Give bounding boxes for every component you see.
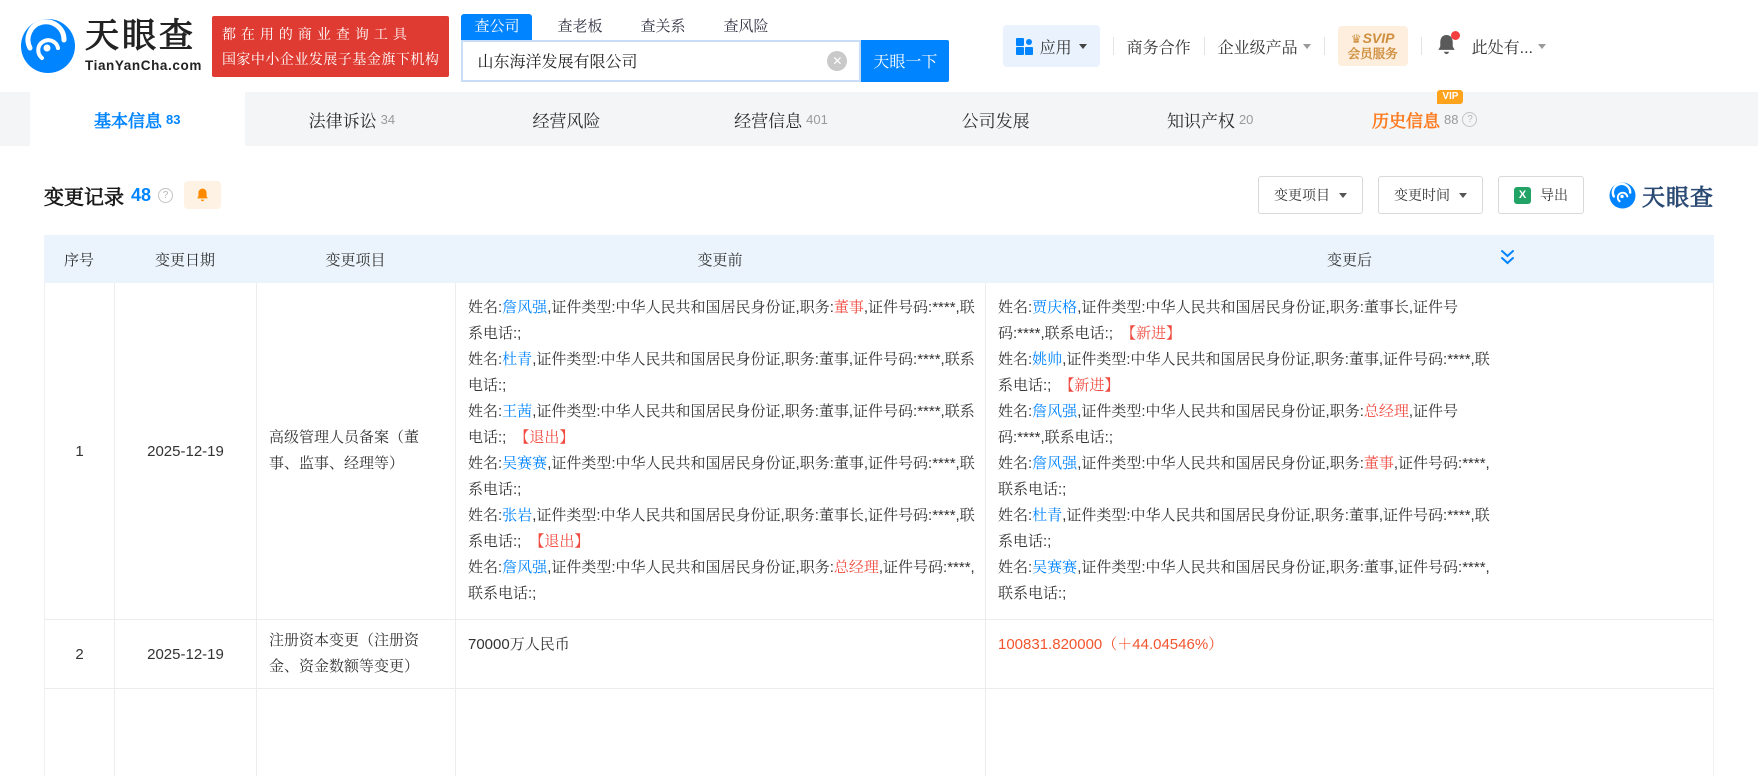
role-value: 总经理 (1363, 403, 1409, 420)
cell-no: 1 (45, 283, 115, 619)
tab-法律诉讼[interactable] (245, 92, 460, 146)
field-suffix: ,证件号码:****,联系电话:; (998, 559, 1490, 602)
empty-cell (115, 689, 257, 776)
status-tag: 【新进】 (1121, 325, 1182, 342)
field-mid: ,证件类型:中华人民共和国居民身份证,职务: (1077, 559, 1364, 576)
empty-cell (986, 689, 1713, 776)
table-row (44, 620, 1714, 689)
role-value: 董事 (818, 351, 849, 368)
person-link[interactable]: 张岩 (502, 507, 533, 524)
empty-cell (257, 689, 456, 776)
tab-label: 知识产权 (1166, 111, 1235, 131)
field-mid: ,证件类型:中华人民共和国居民身份证,职务: (547, 299, 834, 316)
brand-name: 天眼查 (85, 17, 196, 55)
role-value: 董事 (1363, 559, 1394, 576)
enterprise-products-link[interactable]: 企业级产品 (1218, 35, 1311, 58)
field-label: 姓名: (998, 559, 1033, 576)
change-records-table (44, 235, 1714, 776)
table-row-partial (44, 689, 1714, 776)
role-value: 董事长 (818, 507, 864, 524)
header-right-menu (1003, 25, 1758, 67)
tab-count: 88 (1444, 111, 1459, 127)
field-label: 姓名: (468, 299, 503, 316)
notifications-bell-icon[interactable] (1435, 33, 1459, 59)
export-button[interactable]: X 导出 (1498, 176, 1584, 214)
role-value: 董事 (1348, 351, 1379, 368)
field-mid: ,证件类型:中华人民共和国居民身份证,职务: (532, 507, 819, 524)
search-scope-tab-2[interactable]: 查关系 (640, 17, 686, 35)
chevron-down-icon (1303, 44, 1311, 53)
tab-count: 83 (166, 111, 181, 127)
field-suffix: ,证件号码:****,联系电话:; (998, 351, 1490, 394)
person-link[interactable]: 詹风强 (1032, 455, 1078, 472)
apps-label: 应用 (1039, 39, 1072, 57)
role-value: 董事 (833, 299, 864, 316)
svip-member-button[interactable]: ♛SVIP 会员服务 (1338, 26, 1408, 66)
cell-date: 2025-12-19 (115, 283, 257, 619)
help-icon[interactable]: ? (1462, 112, 1477, 127)
business-coop-link[interactable]: 商务合作 (1126, 39, 1191, 57)
person-link[interactable]: 吴赛赛 (502, 455, 548, 472)
change-entry (468, 451, 975, 503)
search-scope-tab-0[interactable]: 查公司 (461, 14, 532, 40)
role-value: 董事 (1348, 507, 1379, 524)
role-value: 董事 (1363, 455, 1394, 472)
field-suffix: ,证件号码:****,联系电话:; (998, 403, 1459, 446)
field-suffix: ,证件号码:****,联系电话:; (468, 299, 975, 342)
status-tag: 【新进】 (1059, 377, 1120, 394)
field-label: 姓名: (468, 507, 503, 524)
person-link[interactable]: 吴赛赛 (1032, 559, 1078, 576)
change-entry (998, 503, 1498, 555)
tianyancha-logo-icon (20, 18, 76, 74)
col-header-1: 变更日期 (154, 251, 215, 269)
section-title: 变更记录 (44, 186, 124, 209)
filter-change-item-button[interactable]: 变更项目 (1258, 176, 1363, 214)
change-entry (998, 555, 1498, 607)
change-entry (468, 399, 975, 451)
search-scope-tab-1[interactable]: 查老板 (557, 17, 603, 35)
change-record-section-header (44, 176, 1714, 214)
search-field (461, 40, 861, 82)
divider (1421, 37, 1422, 55)
slogan-line2: 国家中小企业发展子基金旗下机构 (221, 50, 440, 67)
chevron-down-icon (1339, 193, 1347, 202)
cell-change-item: 高级管理人员备案（董事、监事、经理等） (257, 283, 456, 619)
tab-经营信息[interactable] (674, 92, 889, 146)
brand-domain: TianYanCha.com (85, 58, 202, 73)
company-nav-tabs (0, 92, 1758, 146)
table-row (44, 283, 1714, 620)
notification-badge (1451, 31, 1460, 40)
person-link[interactable]: 詹风强 (502, 559, 548, 576)
search-input[interactable] (475, 51, 827, 71)
tianyancha-logo[interactable] (20, 18, 202, 74)
cell-date: 2025-12-19 (115, 620, 257, 688)
field-label: 姓名: (998, 507, 1033, 524)
field-mid: ,证件类型:中华人民共和国居民身份证,职务: (1077, 299, 1364, 316)
tab-label: 经营风险 (532, 111, 601, 131)
watermark-text: 天眼查 (1642, 183, 1714, 210)
field-suffix: ,证件号码:****,联系电话:; (468, 455, 975, 498)
change-entry (468, 347, 975, 399)
cell-after (986, 283, 1713, 619)
help-icon[interactable]: ? (158, 188, 173, 203)
monitor-bell-button[interactable] (184, 181, 221, 209)
search-area (461, 11, 949, 82)
apps-menu-button[interactable] (1003, 25, 1100, 67)
divider (1204, 37, 1205, 55)
brand-slogan-badge (212, 16, 450, 77)
tab-经营风险[interactable] (459, 92, 674, 146)
cell-before: 70000万人民币 (456, 620, 986, 688)
cell-after: 100831.820000（＋44.04546%） (998, 636, 1224, 653)
cell-change-item: 注册资本变更（注册资金、资金数额等变更） (257, 620, 456, 688)
change-entry (998, 347, 1498, 399)
search-scope-tab-3[interactable]: 查风险 (723, 17, 769, 35)
col-header-4: 变更后 (1326, 251, 1372, 269)
change-entry (998, 295, 1498, 347)
role-value: 董事长 (1363, 299, 1409, 316)
divider (1113, 37, 1114, 55)
status-tag: 【退出】 (514, 429, 575, 446)
field-label: 姓名: (998, 403, 1033, 420)
field-suffix: ,证件号码:****,联系电话:; (468, 507, 975, 550)
apps-grid-icon (1016, 38, 1033, 55)
field-suffix: ,证件号码:****,联系电话:; (468, 351, 975, 394)
watermark-logo (1609, 179, 1714, 212)
field-label: 姓名: (468, 559, 503, 576)
role-value: 总经理 (833, 559, 879, 576)
field-label: 姓名: (468, 351, 503, 368)
col-header-2: 变更项目 (325, 251, 386, 269)
change-entry (998, 451, 1498, 503)
slogan-line1: 都在用的商业查询工具 (221, 25, 412, 42)
status-tag: 【退出】 (529, 533, 590, 550)
field-label: 姓名: (468, 455, 503, 472)
table-header-row (44, 235, 1714, 283)
tab-知识产权[interactable] (1103, 92, 1318, 146)
person-link[interactable]: 詹风强 (502, 299, 548, 316)
excel-icon: X (1514, 187, 1531, 204)
top-header (0, 0, 1758, 92)
field-label: 姓名: (468, 403, 503, 420)
search-button[interactable]: 天眼一下 (861, 40, 949, 82)
field-label: 姓名: (998, 351, 1033, 368)
field-suffix: ,证件号码:****,联系电话:; (998, 299, 1459, 342)
change-entry (998, 399, 1498, 451)
tab-label: 法律诉讼 (308, 111, 377, 131)
empty-cell (456, 689, 986, 776)
field-suffix: ,证件号码:****,联系电话:; (468, 559, 975, 602)
tab-label: 公司发展 (961, 111, 1030, 131)
person-link[interactable]: 杜青 (502, 351, 533, 368)
field-mid: ,证件类型:中华人民共和国居民身份证,职务: (1077, 455, 1364, 472)
role-value: 董事 (818, 403, 849, 420)
cell-no: 2 (45, 620, 115, 688)
tab-label: 历史信息 (1372, 111, 1441, 131)
vip-badge: VIP (1437, 90, 1463, 104)
divider (1324, 37, 1325, 55)
person-link[interactable]: 姚帅 (1032, 351, 1063, 368)
tab-历史信息[interactable] (1317, 92, 1532, 146)
tab-label: 经营信息 (734, 111, 803, 131)
tab-基本信息[interactable] (30, 92, 245, 146)
field-label: 姓名: (998, 455, 1033, 472)
bell-icon (195, 187, 210, 204)
change-entry (468, 295, 975, 347)
clear-search-icon[interactable]: ✕ (827, 51, 847, 71)
field-suffix: ,证件号码:****,联系电话:; (998, 455, 1490, 498)
change-entry (468, 555, 975, 607)
chevron-down-icon (1079, 44, 1087, 53)
collapse-all-icon[interactable] (1499, 248, 1516, 267)
field-mid: ,证件类型:中华人民共和国居民身份证,职务: (547, 455, 834, 472)
chevron-down-icon (1459, 193, 1467, 202)
person-link[interactable]: 贾庆格 (1032, 299, 1078, 316)
tianyancha-watermark-icon (1609, 182, 1636, 209)
tab-count: 401 (806, 111, 828, 127)
search-tabs (461, 11, 949, 40)
person-link[interactable]: 杜青 (1032, 507, 1063, 524)
tab-count: 20 (1238, 111, 1254, 127)
section-count: 48 (131, 184, 152, 205)
col-header-3: 变更前 (697, 251, 743, 269)
field-mid: ,证件类型:中华人民共和国居民身份证,职务: (1077, 403, 1364, 420)
cell-before (456, 283, 986, 619)
field-mid: ,证件类型:中华人民共和国居民身份证,职务: (1062, 351, 1349, 368)
role-value: 董事 (833, 455, 864, 472)
empty-cell (45, 689, 115, 776)
col-header-0: 序号 (63, 251, 94, 269)
user-menu[interactable]: 此处有... (1472, 35, 1546, 58)
tab-count: 34 (380, 111, 396, 127)
filter-change-time-button[interactable]: 变更时间 (1378, 176, 1483, 214)
field-mid: ,证件类型:中华人民共和国居民身份证,职务: (532, 403, 819, 420)
change-entry (468, 503, 975, 555)
tab-label: 基本信息 (94, 111, 163, 131)
field-label: 姓名: (998, 299, 1033, 316)
chevron-down-icon (1538, 44, 1546, 53)
field-suffix: ,证件号码:****,联系电话:; (468, 403, 975, 446)
field-mid: ,证件类型:中华人民共和国居民身份证,职务: (547, 559, 834, 576)
person-link[interactable]: 詹风强 (1032, 403, 1078, 420)
tab-公司发展[interactable] (888, 92, 1103, 146)
field-suffix: ,证件号码:****,联系电话:; (998, 507, 1490, 550)
field-mid: ,证件类型:中华人民共和国居民身份证,职务: (1062, 507, 1349, 524)
person-link[interactable]: 王茜 (502, 403, 533, 420)
field-mid: ,证件类型:中华人民共和国居民身份证,职务: (532, 351, 819, 368)
crown-icon: ♛ (1350, 32, 1362, 47)
